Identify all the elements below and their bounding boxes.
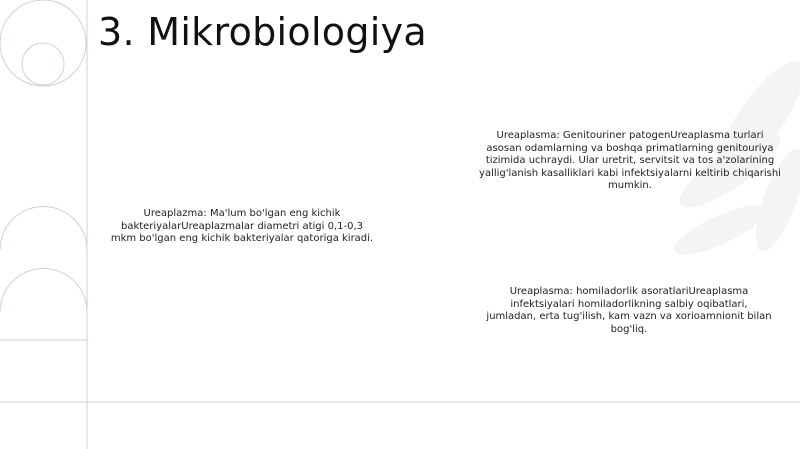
deco-arch-lower [0,269,87,313]
text-block-size: Ureaplazma: Ma'lum bo'lgan eng kichik bakteriyalarUreaplazmalar diametri atigi 0,1-0,3 mkm bo'lgan eng kichik bakteriyalar qatoriga kiradi. [110,208,374,244]
deco-circle-small [22,43,64,85]
deco-arch-upper [0,207,87,341]
text-block-genitourinary: Ureaplasma: Genitouriner patogenUreaplasma turlari asosan odamlarning va boshqa primatlarning genitouriya tizimida uchraydi. Ular uretrit, servitsit va tos a'zolarining yallig'lanish kasalliklari kabi infektsiyalarni keltirib chiqarishi mumkin. [479,130,781,191]
text-block-pregnancy: Ureaplasma: homiladorlik asoratlariUreaplasma infektsiyalari homiladorlikning salbiy oqibatlari, jumladan, erta tug'ilish, kam vazn va xorioamnionit bilan bog'liq. [486,286,772,335]
slide-title: 3. Mikrobiologiya [98,10,428,54]
